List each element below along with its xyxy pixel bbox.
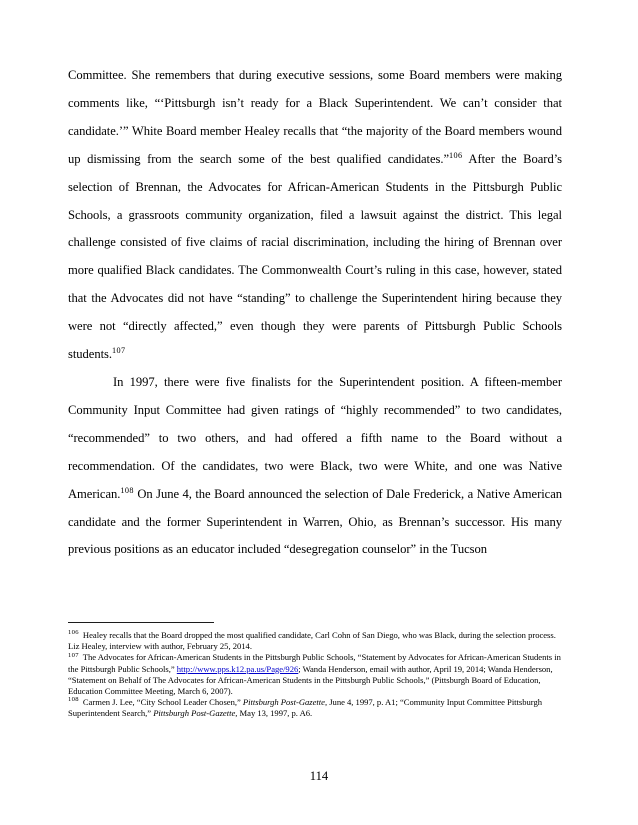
- text-run: , June 4, 1997, p. A1; “Community Input Committee Pittsburgh Superintendent Search,”: [68, 697, 543, 719]
- footnote-reference-106[interactable]: 106: [449, 150, 463, 160]
- footnote-reference-107[interactable]: 107: [111, 345, 126, 355]
- footnote-number-107: 107: [68, 651, 79, 659]
- footnote-number-108: 108: [68, 696, 79, 704]
- text-run: , May 13, 1997, p. A6.: [235, 708, 313, 719]
- text-run: On June 4, the Board announced the selection of Dale Frederick, a Native American candidate and the former Superintendent in Warren, Ohio, as Brennan’s successor. His many previous positions as an educator included “desegregation counselor” in the Tucson: [68, 486, 562, 557]
- footnote-number-106: 106: [68, 629, 79, 637]
- footnote-separator-rule: [68, 622, 214, 623]
- text-run: After the Board’s selection of Brennan, the Advocates for African-American Students in the Pittsburgh Public Schools, a grassroots community organization, filed a lawsuit against the district. This legal challenge consisted of five claims of racial discrimination, including the hiring of Brennan over more qualified Black candidates. The Commonwealth Court’s ruling in this case, however, stated that the Advocates did not have “standing” to challenge the Superintendent hiring because they were not “directly affected,” even though they were parents of Pittsburgh Public Schools students.: [68, 151, 562, 362]
- body-text-area: [68, 62, 562, 564]
- text-run: Healey recalls that the Board dropped the most qualified candidate, Carl Cohn of San Diego, who was Black, during the selection process. Liz Healey, interview with author, February 25, 2014.: [68, 630, 556, 652]
- footnote-107: [68, 652, 568, 697]
- footnote-list: [68, 630, 568, 720]
- footnote-url-link[interactable]: http://www.pps.k12.pa.us/Page/926: [176, 663, 299, 674]
- footnote-108: [68, 697, 568, 719]
- text-run: Carmen J. Lee, “City School Leader Chosen,”: [80, 697, 243, 708]
- text-run: In 1997, there were five finalists for the Superintendent position. A fifteen-member Community Input Committee had given ratings of “highly recommended” to two candidates, “recommended” to two others, and had offered a fifth name to the Board without a recommendation. Of the candidates, two were Black, two were White, and one was Native American.: [68, 374, 562, 501]
- footnote-reference-108[interactable]: 108: [120, 485, 134, 495]
- italic-title: Pittsburgh Post-Gazette: [242, 697, 325, 708]
- italic-title: Pittsburgh Post-Gazette: [153, 708, 236, 719]
- footnote-area: [68, 622, 568, 720]
- text-run: ; Wanda Henderson, email with author, April 19, 2014; Wanda Henderson, “Statement on Behalf of The Advocates for African-American Students in the Pittsburgh Public Schools,” (Pittsburgh Board of Education, Education Committee Meeting, March 6, 2007).: [68, 663, 553, 697]
- body-paragraph-1: [68, 62, 562, 369]
- footnote-106: [68, 630, 568, 652]
- text-run: The Advocates for African-American Students in the Pittsburgh Public Schools, “Statement by Advocates for African-American Students in the Pittsburgh Public Schools,”: [68, 652, 561, 674]
- body-paragraph-2: [68, 369, 562, 564]
- text-run: Committee. She remembers that during executive sessions, some Board members were making comments like, “‘Pittsburgh isn’t ready for a Black Superintendent. We can’t consider that candidate.’” White Board member Healey recalls that “the majority of the Board members wound up dismissing from the search some of the best qualified candidates.”: [68, 68, 562, 166]
- page-number: 114: [309, 769, 329, 783]
